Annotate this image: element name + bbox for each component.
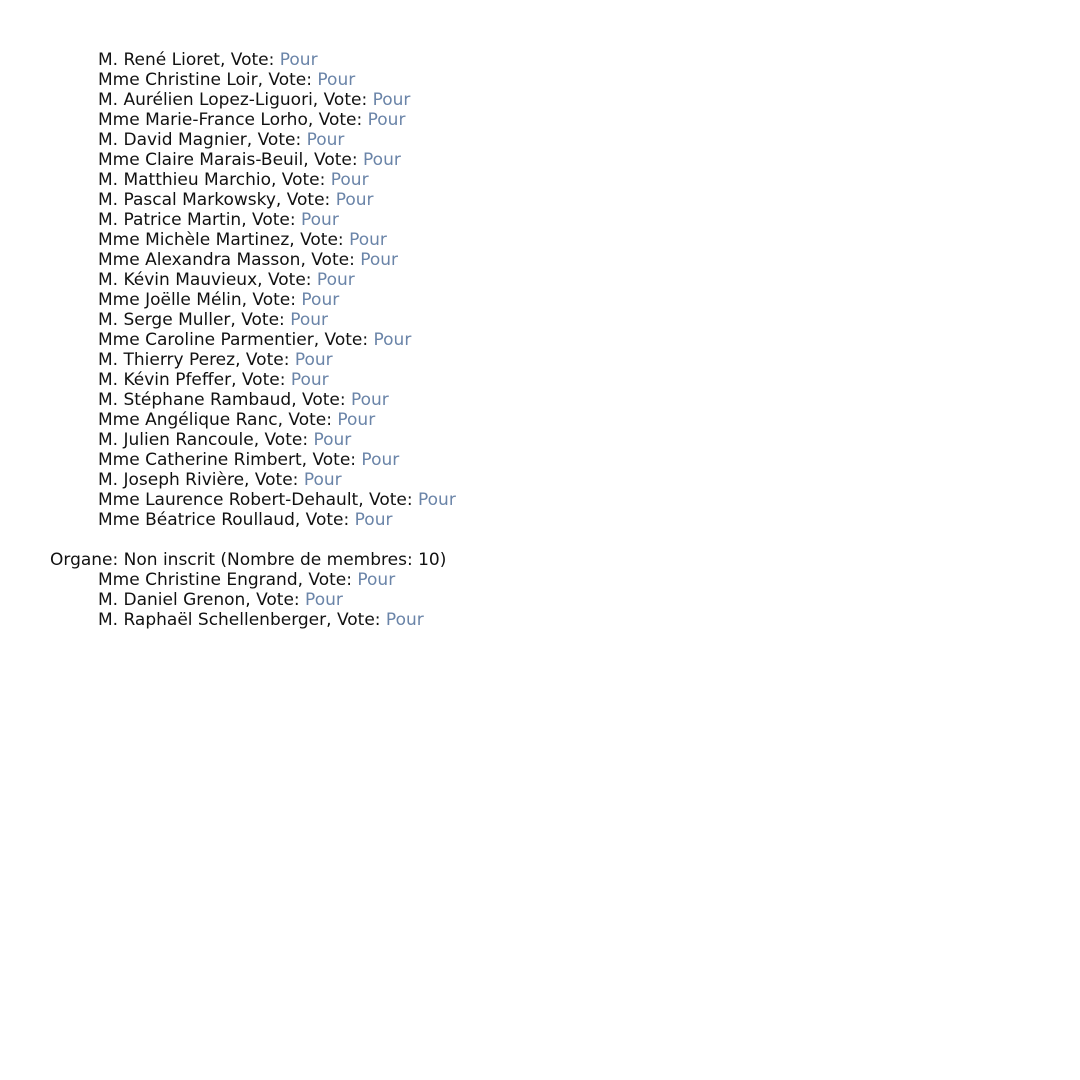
vote-value: Pour: [363, 150, 401, 170]
member-name: Mme Christine Engrand: [98, 570, 298, 590]
vote-value: Pour: [372, 90, 411, 110]
vote-value: Pour: [301, 290, 340, 310]
member-name: M. Patrice Martin: [98, 210, 242, 230]
vote-prefix: , Vote:: [313, 330, 374, 350]
member-line: [50, 70, 1080, 90]
vote-value: Pour: [313, 430, 352, 450]
vote-prefix: , Vote:: [253, 430, 314, 450]
vote-prefix: , Vote:: [219, 50, 280, 70]
member-name: Mme Christine Loir: [98, 70, 258, 90]
member-name: M. Pascal Markowsky: [98, 190, 276, 210]
vote-value: Pour: [290, 370, 329, 390]
vote-value: Pour: [330, 170, 369, 190]
vote-value: Pour: [337, 410, 376, 430]
member-name: M. Kévin Pfeffer: [98, 370, 232, 390]
member-line: [50, 250, 1080, 270]
member-line: [50, 90, 1080, 110]
member-name: Mme Catherine Rimbert: [98, 450, 302, 470]
vote-prefix: , Vote:: [230, 310, 291, 330]
member-name: M. Stéphane Rambaud: [98, 390, 292, 410]
vote-document: [50, 50, 1080, 630]
member-name: Mme Caroline Parmentier: [98, 330, 314, 350]
vote-value: Pour: [294, 350, 333, 370]
member-name: Mme Joëlle Mélin: [98, 290, 242, 310]
member-line: [50, 470, 1080, 490]
member-line: [50, 350, 1080, 370]
member-line: [50, 390, 1080, 410]
member-name: Mme Angélique Ranc: [98, 410, 278, 430]
vote-prefix: , Vote:: [291, 390, 351, 410]
vote-prefix: , Vote:: [294, 510, 355, 530]
member-line: [50, 110, 1080, 130]
member-name: M. René Lioret: [98, 50, 220, 70]
vote-value: Pour: [290, 310, 328, 330]
member-name: M. Joseph Rivière: [98, 470, 245, 490]
vote-prefix: , Vote:: [246, 130, 307, 150]
member-name: M. Matthieu Marchio: [98, 170, 271, 190]
member-line: [50, 290, 1080, 310]
vote-prefix: , Vote:: [303, 150, 364, 170]
vote-prefix: , Vote:: [289, 230, 350, 250]
section-spacer: [50, 530, 1080, 550]
vote-value: Pour: [418, 490, 456, 510]
vote-prefix: , Vote:: [277, 410, 338, 430]
member-name: M. Serge Muller: [98, 310, 231, 330]
member-line: [50, 170, 1080, 190]
member-name: M. Kévin Mauvieux: [98, 270, 258, 290]
member-name: Mme Marie-France Lorho: [98, 110, 308, 130]
member-line: [50, 610, 1080, 630]
vote-value: Pour: [316, 270, 355, 290]
vote-prefix: , Vote:: [244, 470, 304, 490]
member-line: [50, 570, 1080, 590]
vote-value: Pour: [385, 610, 424, 630]
member-name: M. David Magnier: [98, 130, 247, 150]
member-line: [50, 430, 1080, 450]
group-section: [50, 50, 1080, 530]
member-name: M. Thierry Perez: [98, 350, 236, 370]
vote-prefix: , Vote:: [275, 190, 336, 210]
vote-value: Pour: [361, 450, 400, 470]
vote-prefix: , Vote:: [326, 610, 386, 630]
member-line: [50, 490, 1080, 510]
member-line: [50, 510, 1080, 530]
member-name: Mme Alexandra Masson: [98, 250, 301, 270]
member-line: [50, 190, 1080, 210]
vote-value: Pour: [279, 50, 318, 70]
member-line: [50, 590, 1080, 610]
vote-value: Pour: [350, 390, 389, 410]
vote-value: Pour: [367, 110, 406, 130]
vote-prefix: , Vote:: [241, 290, 302, 310]
member-name: M. Julien Rancoule: [98, 430, 254, 450]
vote-value: Pour: [301, 210, 339, 230]
vote-prefix: , Vote:: [235, 350, 295, 370]
member-name: M. Daniel Grenon: [98, 590, 246, 610]
vote-prefix: , Vote:: [231, 370, 291, 390]
vote-value: Pour: [305, 590, 343, 610]
member-line: [50, 410, 1080, 430]
vote-value: Pour: [303, 470, 342, 490]
member-name: Mme Laurence Robert-Dehault: [98, 490, 359, 510]
vote-value: Pour: [349, 230, 387, 250]
vote-value: Pour: [357, 570, 396, 590]
group-section: [50, 550, 1080, 630]
vote-prefix: , Vote:: [245, 590, 306, 610]
vote-prefix: , Vote:: [241, 210, 301, 230]
member-line: [50, 130, 1080, 150]
member-name: Mme Claire Marais-Beuil: [98, 150, 304, 170]
member-line: [50, 270, 1080, 290]
vote-prefix: , Vote:: [358, 490, 418, 510]
member-line: [50, 330, 1080, 350]
vote-prefix: , Vote:: [312, 90, 373, 110]
vote-prefix: , Vote:: [257, 70, 318, 90]
member-line: [50, 150, 1080, 170]
vote-value: Pour: [306, 130, 345, 150]
vote-value: Pour: [373, 330, 412, 350]
member-line: [50, 370, 1080, 390]
member-line: [50, 50, 1080, 70]
vote-prefix: , Vote:: [257, 270, 317, 290]
vote-value: Pour: [354, 510, 393, 530]
member-name: M. Raphaël Schellenberger: [98, 610, 327, 630]
group-header: Organe: Non inscrit (Nombre de membres: 10): [50, 550, 447, 570]
vote-value: Pour: [335, 190, 374, 210]
vote-prefix: , Vote:: [300, 250, 361, 270]
member-line: [50, 450, 1080, 470]
member-name: Mme Béatrice Roullaud: [98, 510, 295, 530]
member-line: [50, 210, 1080, 230]
vote-prefix: , Vote:: [297, 570, 358, 590]
vote-value: Pour: [317, 70, 356, 90]
member-line: [50, 230, 1080, 250]
vote-prefix: , Vote:: [301, 450, 362, 470]
member-name: M. Aurélien Lopez-Liguori: [98, 90, 313, 110]
member-name: Mme Michèle Martinez: [98, 230, 290, 250]
vote-prefix: , Vote:: [307, 110, 368, 130]
vote-prefix: , Vote:: [270, 170, 331, 190]
vote-value: Pour: [360, 250, 399, 270]
member-line: [50, 310, 1080, 330]
